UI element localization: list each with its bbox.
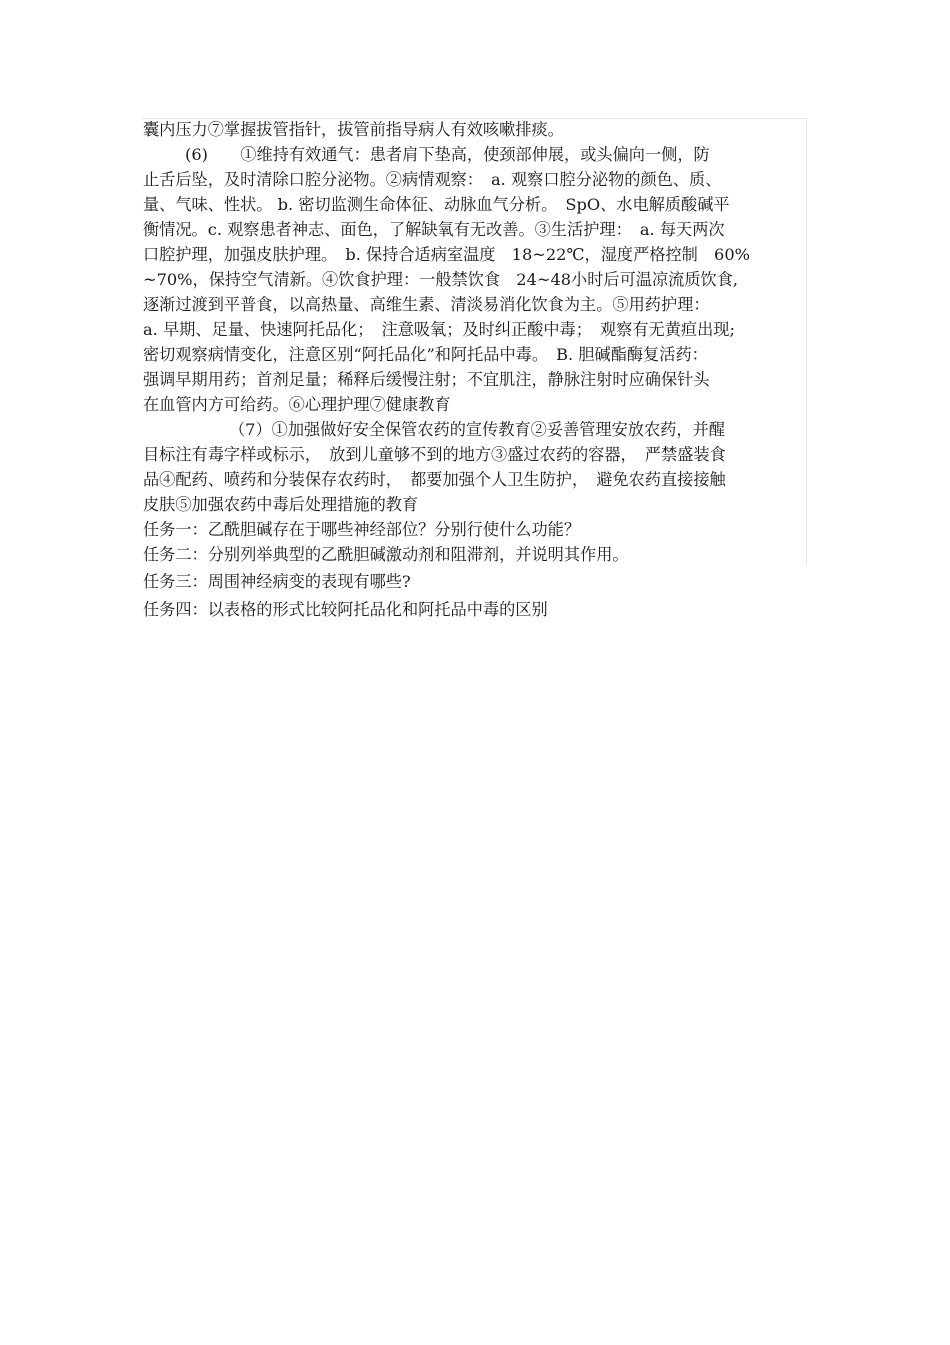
text-line: a. 早期、足量、快速阿托品化； 注意吸氧；及时纠正酸中毒； 观察有无黄疸出现; [143, 320, 735, 339]
text-line: （7）①加强做好安全保管农药的宣传教育②妥善管理安放农药，并醒 [229, 420, 725, 439]
text-line: 皮肤⑤加强农药中毒后处理措施的教育 [143, 495, 419, 514]
text-line: 囊内压力⑦掌握拔管指针，拔管前指导病人有效咳嗽排痰。 [143, 120, 564, 139]
text-line: 量、气味、性状。 b. 密切监测生命体征、动脉血气分析。 SpO、水电解质酸碱平 [143, 195, 730, 214]
text-line: 在血管内方可给药。⑥心理护理⑦健康教育 [143, 395, 451, 414]
task-line: 任务三：周围神经病变的表现有哪些? [143, 572, 411, 591]
text-line: 目标注有毒字样或标示， 放到儿童够不到的地方③盛过农药的容器， 严禁盛装食 [143, 445, 726, 464]
text-line: 强调早期用药；首剂足量；稀释后缓慢注射；不宜肌注，静脉注射时应确保针头 [143, 370, 710, 389]
text-line: ~70%，保持空气清新。④饮食护理：一般禁饮食 24~48小时后可温凉流质饮食, [143, 270, 739, 289]
text-line: 口腔护理，加强皮肤护理。 b. 保持合适病室温度 18~22℃，湿度严格控制 60% [143, 245, 751, 264]
task-line: 任务二：分别列举典型的乙酰胆碱激动剂和阻滞剂，并说明其作用。 [143, 545, 629, 564]
text-line: 止舌后坠，及时清除口腔分泌物。②病情观察： a. 观察口腔分泌物的颜色、质、 [143, 170, 722, 189]
task-line: 任务四：以表格的形式比较阿托品化和阿托品中毒的区别 [143, 600, 548, 619]
text-line: 衡情况。c. 观察患者神志、面色，了解缺氧有无改善。③生活护理： a. 每天两次 [143, 220, 725, 239]
text-line: (6) ①维持有效通气：患者肩下垫高，使颈部伸展，或头偏向一侧，防 [185, 145, 710, 164]
task-line: 任务一：乙酰胆碱存在于哪些神经部位？分别行使什么功能？ [143, 520, 581, 539]
text-line: 品④配药、喷药和分装保存农药时， 都要加强个人卫生防护， 避免农药直接接触 [143, 470, 726, 489]
text-line: 逐渐过渡到平普食，以高热量、高维生素、清淡易消化饮食为主。⑤用药护理： [143, 295, 710, 314]
text-line: 密切观察病情变化，注意区别“阿托品化”和阿托品中毒。 B. 胆碱酯酶复活药： [143, 345, 708, 364]
